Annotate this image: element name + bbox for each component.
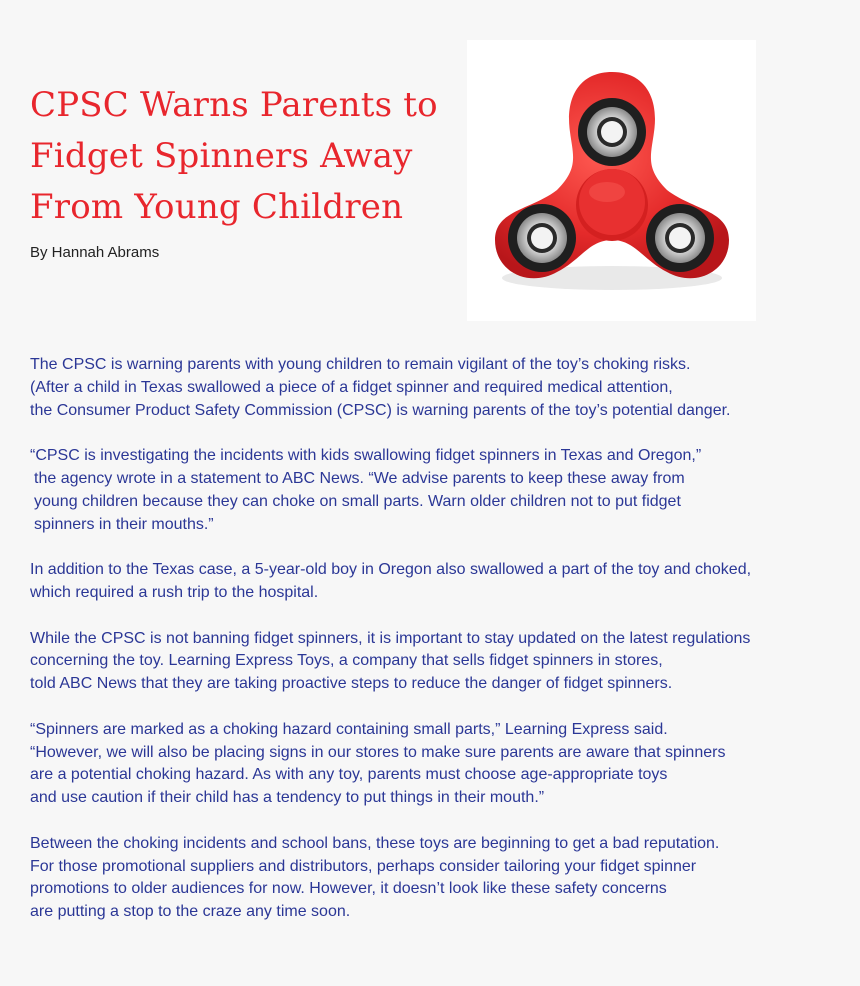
text-line: told ABC News that they are taking proactive steps to reduce the danger of fidget spinners. bbox=[30, 675, 673, 693]
text-line: the Consumer Product Safety Commission (CPSC) is warning parents of the toy’s potential danger. bbox=[30, 401, 731, 419]
text-line: (After a child in Texas swallowed a piece of a fidget spinner and required medical attention, bbox=[30, 378, 673, 396]
paragraph bbox=[30, 719, 840, 810]
text-line: and use caution if their child has a tendency to put things in their mouth.” bbox=[30, 789, 545, 807]
byline: By Hannah Abrams bbox=[30, 244, 160, 261]
paragraph bbox=[30, 628, 840, 696]
text-line: promotions to older audiences for now. However, it doesn’t look like these safety concerns bbox=[30, 880, 667, 898]
text-line: “Spinners are marked as a choking hazard containing small parts,” Learning Express said. bbox=[30, 720, 668, 738]
headline-line: From Young Children bbox=[30, 187, 404, 227]
headline-line: Fidget Spinners Away bbox=[30, 136, 413, 176]
text-line: which required a rush trip to the hospital. bbox=[30, 583, 319, 601]
text-line: the agency wrote in a statement to ABC News. “We advise parents to keep these away from bbox=[34, 469, 685, 487]
article-body bbox=[30, 354, 840, 947]
article-photo bbox=[467, 40, 756, 321]
text-line: In addition to the Texas case, a 5-year-old boy in Oregon also swallowed a part of the toy and choked, bbox=[30, 561, 752, 579]
fidget-spinner-icon bbox=[467, 40, 756, 321]
text-line: are putting a stop to the craze any time soon. bbox=[30, 903, 351, 921]
text-line: While the CPSC is not banning fidget spinners, it is important to stay updated on the latest regulations bbox=[30, 629, 751, 647]
text-line: “CPSC is investigating the incidents with kids swallowing fidget spinners in Texas and Oregon,” bbox=[30, 447, 702, 465]
paragraph bbox=[30, 559, 840, 605]
headline-line: CPSC Warns Parents to bbox=[30, 85, 438, 125]
text-line: The CPSC is warning parents with young children to remain vigilant of the toy’s choking risks. bbox=[30, 356, 691, 373]
text-line: are a potential choking hazard. As with any toy, parents must choose age-appropriate toys bbox=[30, 766, 668, 784]
article-headline bbox=[30, 80, 450, 233]
text-line: spinners in their mouths.” bbox=[34, 515, 214, 533]
paragraph bbox=[30, 445, 840, 536]
text-line: Between the choking incidents and school bans, these toys are beginning to get a bad reputation. bbox=[30, 834, 720, 852]
text-line: young children because they can choke on small parts. Warn older children not to put fidget bbox=[34, 492, 681, 510]
text-line: For those promotional suppliers and distributors, perhaps consider tailoring your fidget spinner bbox=[30, 857, 697, 875]
text-line: concerning the toy. Learning Express Toys, a company that sells fidget spinners in stores, bbox=[30, 652, 663, 670]
paragraph bbox=[30, 354, 840, 422]
paragraph bbox=[30, 833, 840, 924]
text-line: “However, we will also be placing signs in our stores to make sure parents are aware that spinners bbox=[30, 743, 726, 761]
